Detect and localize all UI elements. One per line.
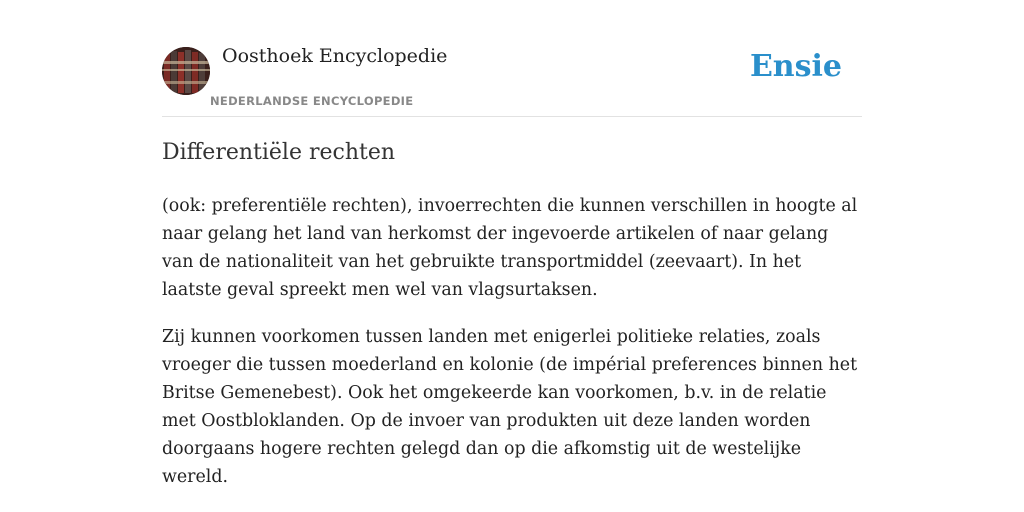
page-title: Differentiële rechten [162,140,396,165]
article-body [162,192,862,510]
encyclopedia-books-icon[interactable] [162,47,210,95]
article-card [162,0,862,512]
article-paragraph: (ook: preferentiële rechten), invoerrechten die kunnen verschillen in hoogte al naar gelang het land van herkomst der ingevoerde artikelen of naar gelang van de nationaliteit van het gebruikte transportmiddel (zeevaart). In het laatste geval spreekt men wel van vlagsurtaksen. [162,196,858,300]
page-header [162,0,862,117]
site-name[interactable]: Oosthoek Encyclopedie [222,45,448,67]
article-paragraph: Zij kunnen voorkomen tussen landen met enigerlei politieke relaties, zoals vroeger die tussen moederland en kolonie (de impérial preferences binnen het Britse Gemenebest). Ook het omgekeerde kan voorkomen, b.v. in de relatie met Oostbloklanden. Op de invoer van produkten uit deze landen worden doorgaans hogere rechten gelegd dan op die afkomstig uit de westelijke wereld. [162,327,858,487]
brand-logo[interactable]: Ensie [749,49,842,84]
site-subtitle: NEDERLANDSE ENCYCLOPEDIE [210,94,414,108]
